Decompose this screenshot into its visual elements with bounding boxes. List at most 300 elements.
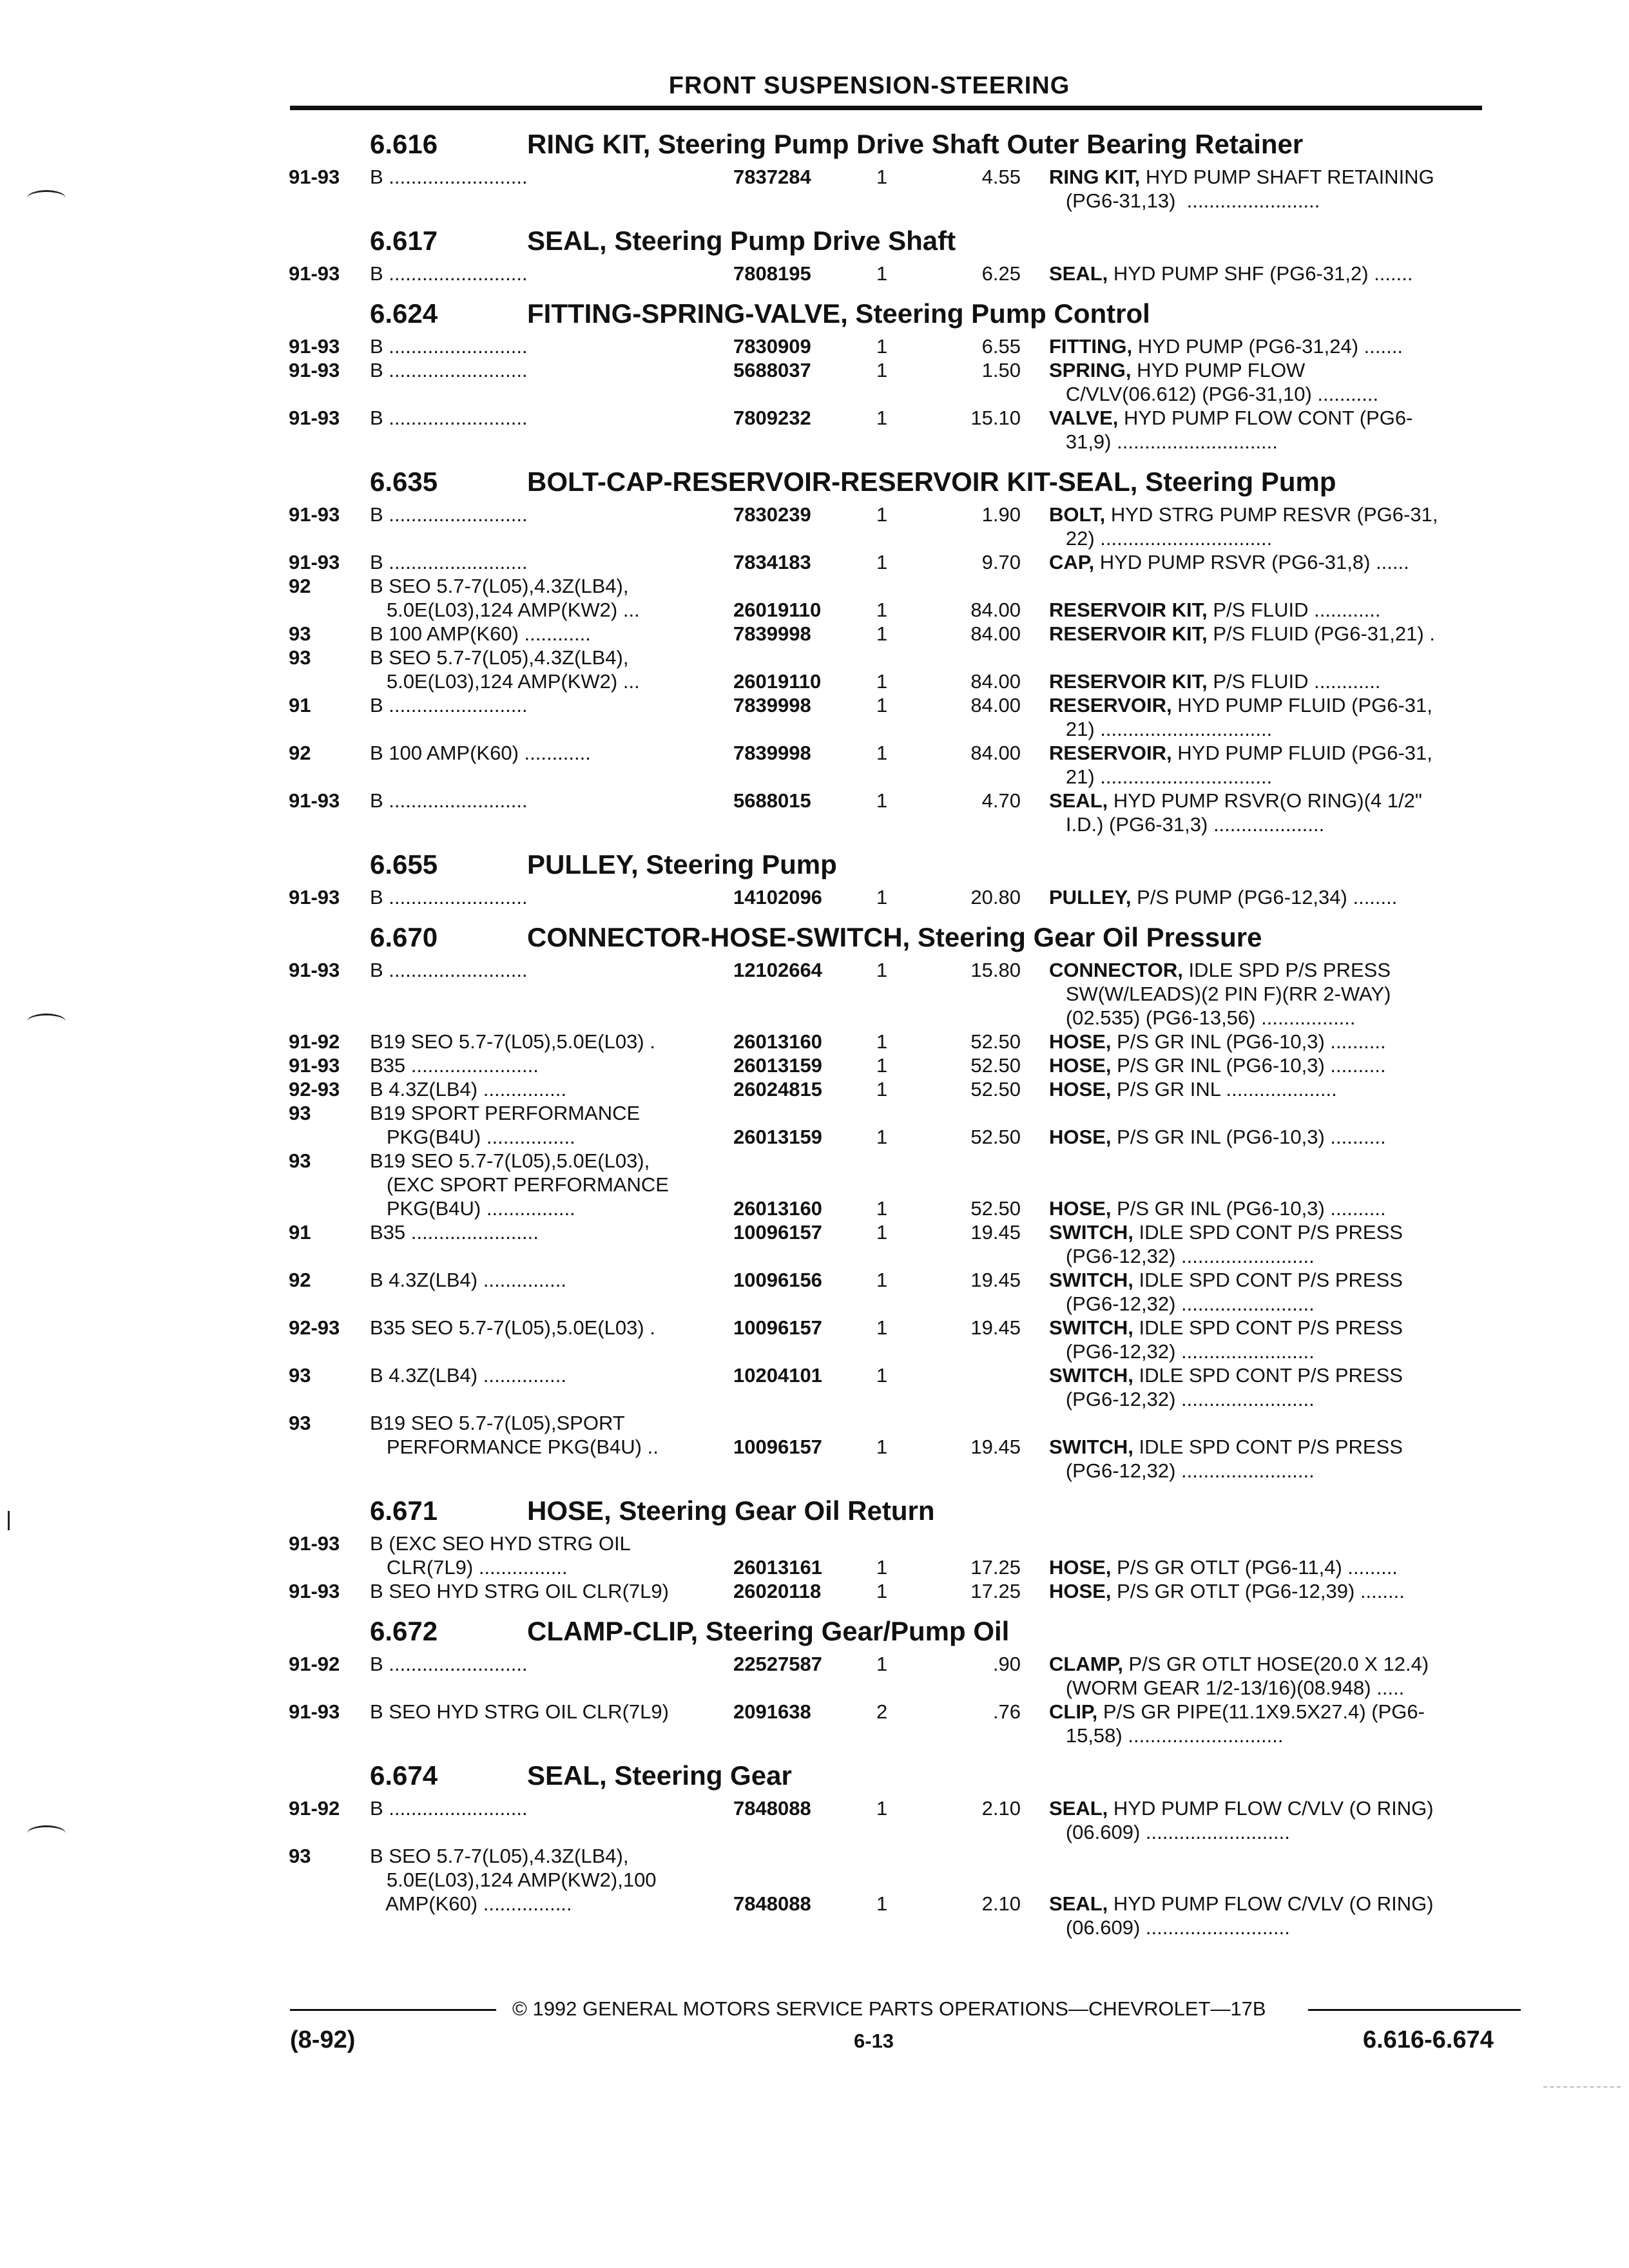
parts-row xyxy=(289,693,1526,717)
price: 19.45 xyxy=(970,1436,1021,1458)
parts-row xyxy=(289,430,1526,454)
part-description xyxy=(1049,1292,1315,1316)
model-year: 91-93 xyxy=(289,407,340,429)
part-number: 26013160 xyxy=(733,1197,822,1220)
model-application: B ......................... xyxy=(370,886,528,908)
model-application: B19 SEO 5.7-7(L05),5.0E(L03), xyxy=(370,1149,650,1172)
parts-row xyxy=(289,382,1526,406)
model-application: PKG(B4U) ................ xyxy=(370,1197,575,1220)
model-year: 91 xyxy=(289,1221,311,1244)
part-description xyxy=(1049,1579,1405,1603)
parts-row xyxy=(289,574,1526,598)
description-text: HYD PUMP FLOW CONT (PG6- xyxy=(1118,407,1413,429)
quantity: 1 xyxy=(876,1269,888,1291)
parts-row xyxy=(289,550,1526,574)
quantity: 2 xyxy=(876,1700,888,1723)
parts-row xyxy=(289,334,1526,358)
description-text: P/S GR INL (PG6-10,3) .......... xyxy=(1111,1197,1386,1220)
description-text: IDLE SPD P/S PRESS xyxy=(1182,959,1391,981)
section-number: 6.635 xyxy=(370,466,438,497)
section-title: HOSE, Steering Gear Oil Return xyxy=(527,1495,935,1526)
part-keyword: CAP, xyxy=(1049,551,1095,573)
parts-row xyxy=(289,1579,1526,1603)
model-application: B19 SEO 5.7-7(L05),SPORT xyxy=(370,1412,625,1434)
quantity: 1 xyxy=(876,335,888,358)
part-number: 26019110 xyxy=(733,599,822,621)
model-application: B ......................... xyxy=(370,1797,528,1820)
part-number: 26013159 xyxy=(733,1126,822,1148)
model-year: 91-93 xyxy=(289,1532,340,1555)
section-title: SEAL, Steering Pump Drive Shaft xyxy=(527,226,956,256)
model-year: 93 xyxy=(289,1412,311,1434)
parts-row xyxy=(289,1868,1526,1892)
part-keyword: CLIP, xyxy=(1049,1700,1098,1723)
part-keyword: HOSE, xyxy=(1049,1126,1112,1148)
quantity: 1 xyxy=(876,1030,888,1053)
parts-row xyxy=(289,789,1526,812)
part-description xyxy=(1049,1268,1403,1292)
description-text: C/VLV(06.612) (PG6-31,10) ........... xyxy=(1049,383,1379,405)
section-number: 6.624 xyxy=(370,298,438,329)
description-text: 21) ............................... xyxy=(1049,765,1273,788)
parts-row xyxy=(289,885,1526,909)
part-number: 12102664 xyxy=(733,959,822,981)
part-keyword: CONNECTOR, xyxy=(1049,959,1183,981)
model-application: AMP(K60) ................ xyxy=(370,1892,572,1915)
model-application: B ......................... xyxy=(370,551,528,573)
description-text: IDLE SPD CONT P/S PRESS xyxy=(1133,1436,1403,1458)
part-number: 10096157 xyxy=(733,1436,822,1458)
quantity: 1 xyxy=(876,1556,888,1579)
part-keyword: VALVE, xyxy=(1049,407,1119,429)
part-description xyxy=(1049,1363,1403,1387)
model-application: B (EXC SEO HYD STRG OIL xyxy=(370,1532,631,1555)
part-number: 7839998 xyxy=(733,742,811,764)
parts-row xyxy=(289,1173,1526,1196)
description-text: IDLE SPD CONT P/S PRESS xyxy=(1133,1269,1403,1291)
part-keyword: RESERVOIR KIT, xyxy=(1049,622,1208,645)
model-application: B 100 AMP(K60) ............ xyxy=(370,742,591,764)
description-text: HYD PUMP FLOW xyxy=(1131,359,1306,381)
parts-row xyxy=(289,598,1526,622)
parts-row xyxy=(289,1676,1526,1700)
part-keyword: SEAL, xyxy=(1049,262,1108,285)
parts-row xyxy=(289,1796,1526,1820)
model-year: 91-93 xyxy=(289,789,340,812)
description-text: HYD PUMP FLUID (PG6-31, xyxy=(1171,694,1432,716)
parts-row xyxy=(289,1125,1526,1149)
parts-row xyxy=(289,669,1526,693)
part-keyword: SWITCH, xyxy=(1049,1316,1133,1339)
section-heading xyxy=(289,1603,1526,1652)
footer-rule xyxy=(1308,2009,1521,2011)
price: 17.25 xyxy=(970,1580,1021,1602)
model-application: 5.0E(L03),124 AMP(KW2),100 xyxy=(370,1869,657,1891)
part-description xyxy=(1049,358,1305,382)
part-number: 2091638 xyxy=(733,1700,811,1723)
description-text: (06.609) .......................... xyxy=(1049,1916,1290,1939)
parts-row xyxy=(289,982,1526,1006)
part-keyword: RESERVOIR KIT, xyxy=(1049,599,1208,621)
part-number: 7808195 xyxy=(733,262,811,285)
quantity: 1 xyxy=(876,1126,888,1148)
model-application: B35 ....................... xyxy=(370,1054,539,1077)
part-description xyxy=(1049,1030,1386,1053)
part-description xyxy=(1049,812,1324,836)
model-year: 92 xyxy=(289,1269,311,1291)
model-year: 91-93 xyxy=(289,1054,340,1077)
part-description xyxy=(1049,406,1412,430)
description-text: P/S GR OTLT (PG6-12,39) ........ xyxy=(1111,1580,1405,1602)
part-description xyxy=(1049,717,1272,741)
part-description xyxy=(1049,669,1381,693)
part-description xyxy=(1049,1340,1315,1363)
parts-row xyxy=(289,1268,1526,1292)
part-description xyxy=(1049,1820,1290,1844)
part-keyword: SEAL, xyxy=(1049,789,1108,812)
part-number: 26013161 xyxy=(733,1556,822,1579)
model-application: CLR(7L9) ................ xyxy=(370,1556,568,1579)
model-year: 93 xyxy=(289,1845,311,1867)
footer-copyright: © 1992 GENERAL MOTORS SERVICE PARTS OPERATIONS—CHEVROLET—17B xyxy=(512,1997,1266,2020)
description-text: 21) ............................... xyxy=(1049,718,1273,740)
description-text: P/S GR OTLT (PG6-11,4) ......... xyxy=(1111,1556,1398,1579)
part-description xyxy=(1049,622,1435,646)
description-text: P/S GR INL (PG6-10,3) .......... xyxy=(1111,1126,1386,1148)
quantity: 1 xyxy=(876,599,888,621)
parts-row xyxy=(289,1892,1526,1916)
part-description xyxy=(1049,262,1412,285)
model-year: 91-93 xyxy=(289,166,340,188)
part-number: 7839998 xyxy=(733,622,811,645)
part-keyword: SWITCH, xyxy=(1049,1436,1133,1458)
part-description xyxy=(1049,1459,1315,1483)
part-keyword: RING KIT, xyxy=(1049,166,1141,188)
model-year: 91-93 xyxy=(289,959,340,981)
footer-page-number: 6-13 xyxy=(854,2030,894,2052)
model-year: 93 xyxy=(289,1149,311,1172)
parts-row xyxy=(289,1916,1526,1939)
model-application: B ......................... xyxy=(370,262,528,285)
section-number: 6.617 xyxy=(370,226,438,256)
parts-row xyxy=(289,717,1526,741)
model-application: B ......................... xyxy=(370,166,528,188)
part-description xyxy=(1049,789,1422,812)
quantity: 1 xyxy=(876,1221,888,1244)
section-heading xyxy=(289,285,1526,334)
parts-row xyxy=(289,1363,1526,1387)
quantity: 1 xyxy=(876,1054,888,1077)
parts-row xyxy=(289,1652,1526,1676)
description-text: P/S GR INL (PG6-10,3) .......... xyxy=(1111,1054,1386,1077)
quantity: 1 xyxy=(876,407,888,429)
quantity: 1 xyxy=(876,694,888,716)
parts-row xyxy=(289,1292,1526,1316)
part-description xyxy=(1049,1796,1434,1820)
quantity: 1 xyxy=(876,1580,888,1602)
description-text: (WORM GEAR 1/2-13/16)(08.948) ..... xyxy=(1049,1677,1405,1699)
part-description xyxy=(1049,1555,1398,1579)
model-application: B ......................... xyxy=(370,959,528,981)
parts-row xyxy=(289,1340,1526,1363)
description-text: (02.535) (PG6-13,56) ................. xyxy=(1049,1006,1356,1029)
parts-row xyxy=(289,622,1526,646)
part-description xyxy=(1049,982,1391,1006)
part-number: 7837284 xyxy=(733,166,811,188)
parts-row xyxy=(289,406,1526,430)
model-application: B ......................... xyxy=(370,1653,528,1675)
parts-row xyxy=(289,1844,1526,1868)
price: 52.50 xyxy=(970,1078,1021,1100)
parts-row xyxy=(289,1220,1526,1244)
section-heading xyxy=(289,213,1526,262)
parts-row xyxy=(289,1532,1526,1555)
price: 19.45 xyxy=(970,1316,1021,1339)
model-application: B 100 AMP(K60) ............ xyxy=(370,622,591,645)
description-text: P/S PUMP (PG6-12,34) ........ xyxy=(1131,886,1398,908)
part-description xyxy=(1049,693,1432,717)
part-number: 5688037 xyxy=(733,359,811,381)
part-keyword: HOSE, xyxy=(1049,1030,1112,1053)
part-number: 10096157 xyxy=(733,1221,822,1244)
part-description xyxy=(1049,1700,1425,1724)
price: 52.50 xyxy=(970,1126,1021,1148)
price: 2.10 xyxy=(981,1797,1021,1820)
part-keyword: RESERVOIR, xyxy=(1049,694,1172,716)
model-application: B 4.3Z(LB4) ............... xyxy=(370,1078,566,1100)
part-number: 7809232 xyxy=(733,407,811,429)
description-text: HYD PUMP SHAFT RETAINING xyxy=(1140,166,1434,188)
parts-row xyxy=(289,1700,1526,1724)
quantity: 1 xyxy=(876,503,888,526)
model-application: PKG(B4U) ................ xyxy=(370,1126,575,1148)
section-heading xyxy=(289,1483,1526,1532)
parts-row xyxy=(289,358,1526,382)
section-title: SEAL, Steering Gear xyxy=(527,1760,792,1791)
description-text: (PG6-12,32) ........................ xyxy=(1049,1340,1315,1363)
description-text: (PG6-12,32) ........................ xyxy=(1049,1459,1315,1482)
description-text: HYD PUMP FLUID (PG6-31, xyxy=(1171,742,1432,764)
price: 2.10 xyxy=(981,1892,1021,1915)
corner-dash xyxy=(1543,2086,1621,2088)
parts-row xyxy=(289,526,1526,550)
part-keyword: FITTING, xyxy=(1049,335,1133,358)
model-application: B SEO 5.7-7(L05),4.3Z(LB4), xyxy=(370,1845,629,1867)
model-application: B 4.3Z(LB4) ............... xyxy=(370,1269,566,1291)
part-number: 26019110 xyxy=(733,670,822,693)
model-application: B ......................... xyxy=(370,503,528,526)
price: 19.45 xyxy=(970,1221,1021,1244)
model-application: B35 ....................... xyxy=(370,1221,539,1244)
model-application: B 4.3Z(LB4) ............... xyxy=(370,1364,566,1387)
part-description xyxy=(1049,1435,1403,1459)
part-number: 7848088 xyxy=(733,1797,811,1820)
part-description xyxy=(1049,1220,1403,1244)
parts-row xyxy=(289,1030,1526,1053)
model-year: 91-93 xyxy=(289,886,340,908)
price: 15.80 xyxy=(970,959,1021,981)
price: 4.55 xyxy=(981,166,1021,188)
section-heading xyxy=(289,454,1526,503)
quantity: 1 xyxy=(876,262,888,285)
model-year: 92 xyxy=(289,575,311,597)
part-number: 26024815 xyxy=(733,1078,822,1100)
section-number: 6.655 xyxy=(370,849,438,879)
price: 6.25 xyxy=(981,262,1021,285)
model-year: 93 xyxy=(289,622,311,645)
part-description xyxy=(1049,1125,1386,1149)
section-number: 6.674 xyxy=(370,1760,438,1791)
part-number: 26013159 xyxy=(733,1054,822,1077)
model-year: 91-93 xyxy=(289,335,340,358)
margin-mark xyxy=(27,190,66,206)
description-text: (PG6-31,13) ........................ xyxy=(1049,189,1320,212)
part-number: 7830909 xyxy=(733,335,811,358)
part-keyword: BOLT, xyxy=(1049,503,1106,526)
description-text: P/S GR PIPE(11.1X9.5X27.4) (PG6- xyxy=(1097,1700,1425,1723)
description-text: HYD PUMP RSVR(O RING)(4 1/2" xyxy=(1108,789,1422,812)
part-keyword: SEAL, xyxy=(1049,1797,1108,1820)
part-number: 10096157 xyxy=(733,1316,822,1339)
part-number: 10204101 xyxy=(733,1364,822,1387)
quantity: 1 xyxy=(876,1436,888,1458)
description-text: P/S GR OTLT HOSE(20.0 X 12.4) xyxy=(1123,1653,1429,1675)
model-application: B ......................... xyxy=(370,359,528,381)
section-title: CONNECTOR-HOSE-SWITCH, Steering Gear Oil Pressure xyxy=(527,922,1262,952)
model-year: 91-92 xyxy=(289,1030,340,1053)
parts-row xyxy=(289,1820,1526,1844)
model-year: 91-93 xyxy=(289,359,340,381)
part-description xyxy=(1049,382,1378,406)
quantity: 1 xyxy=(876,742,888,764)
part-description xyxy=(1049,503,1438,526)
price: 20.80 xyxy=(970,886,1021,908)
part-description xyxy=(1049,1724,1284,1747)
part-number: 26013160 xyxy=(733,1030,822,1053)
model-application: B SEO HYD STRG OIL CLR(7L9) xyxy=(370,1700,669,1723)
section-number: 6.670 xyxy=(370,922,438,952)
parts-row xyxy=(289,1411,1526,1435)
parts-row xyxy=(289,1101,1526,1125)
description-text: IDLE SPD CONT P/S PRESS xyxy=(1133,1316,1403,1339)
part-description xyxy=(1049,189,1320,213)
part-keyword: RESERVOIR, xyxy=(1049,742,1172,764)
parts-list xyxy=(289,116,1526,1939)
price: 6.55 xyxy=(981,335,1021,358)
part-description xyxy=(1049,334,1403,358)
price: .76 xyxy=(992,1700,1021,1723)
model-year: 93 xyxy=(289,1102,311,1124)
margin-mark xyxy=(8,1511,10,1530)
model-application: B ......................... xyxy=(370,407,528,429)
part-keyword: HOSE, xyxy=(1049,1054,1112,1077)
description-text: I.D.) (PG6-31,3) .................... xyxy=(1049,813,1325,836)
part-keyword: HOSE, xyxy=(1049,1197,1112,1220)
model-year: 91-93 xyxy=(289,503,340,526)
part-number: 14102096 xyxy=(733,886,822,908)
description-text: IDLE SPD CONT P/S PRESS xyxy=(1133,1364,1403,1387)
price: 4.70 xyxy=(981,789,1021,812)
part-keyword: SPRING, xyxy=(1049,359,1132,381)
model-year: 91-93 xyxy=(289,1580,340,1602)
model-application: (EXC SPORT PERFORMANCE xyxy=(370,1173,669,1196)
part-number: 5688015 xyxy=(733,789,811,812)
parts-row xyxy=(289,1077,1526,1101)
quantity: 1 xyxy=(876,622,888,645)
description-text: SW(W/LEADS)(2 PIN F)(RR 2-WAY) xyxy=(1049,983,1391,1005)
part-description xyxy=(1049,1387,1315,1411)
part-keyword: SWITCH, xyxy=(1049,1269,1133,1291)
part-description xyxy=(1049,165,1434,189)
part-number: 26020118 xyxy=(733,1580,822,1602)
description-text: (PG6-12,32) ........................ xyxy=(1049,1388,1315,1410)
price: 19.45 xyxy=(970,1269,1021,1291)
part-number: 10096156 xyxy=(733,1269,822,1291)
part-keyword: HOSE, xyxy=(1049,1556,1112,1579)
model-application: B35 SEO 5.7-7(L05),5.0E(L03) . xyxy=(370,1316,655,1339)
parts-row xyxy=(289,1387,1526,1411)
section-title: PULLEY, Steering Pump xyxy=(527,849,837,879)
price: 9.70 xyxy=(981,551,1021,573)
section-heading xyxy=(289,836,1526,885)
model-application: B SEO HYD STRG OIL CLR(7L9) xyxy=(370,1580,669,1602)
part-description xyxy=(1049,741,1432,765)
quantity: 1 xyxy=(876,1316,888,1339)
section-title: FITTING-SPRING-VALVE, Steering Pump Control xyxy=(527,298,1150,329)
parts-row xyxy=(289,1316,1526,1340)
part-number: 7848088 xyxy=(733,1892,811,1915)
margin-mark xyxy=(27,1014,66,1030)
part-description xyxy=(1049,885,1397,909)
description-text: 22) ............................... xyxy=(1049,527,1273,550)
parts-row xyxy=(289,1006,1526,1030)
quantity: 1 xyxy=(876,959,888,981)
description-text: IDLE SPD CONT P/S PRESS xyxy=(1133,1221,1403,1244)
model-application: PERFORMANCE PKG(B4U) .. xyxy=(370,1436,659,1458)
description-text: P/S GR INL .................... xyxy=(1111,1078,1337,1100)
model-year: 93 xyxy=(289,646,311,669)
quantity: 1 xyxy=(876,789,888,812)
part-number: 7839998 xyxy=(733,694,811,716)
price: 52.50 xyxy=(970,1197,1021,1220)
model-application: B ......................... xyxy=(370,789,528,812)
quantity: 1 xyxy=(876,1892,888,1915)
part-number: 7830239 xyxy=(733,503,811,526)
part-description xyxy=(1049,1077,1337,1101)
price: 15.10 xyxy=(970,407,1021,429)
part-keyword: HOSE, xyxy=(1049,1580,1112,1602)
part-description xyxy=(1049,430,1278,454)
footer-section-range: 6.616-6.674 xyxy=(1363,2026,1494,2053)
price: 52.50 xyxy=(970,1030,1021,1053)
parts-row xyxy=(289,189,1526,213)
description-text: P/S FLUID ............ xyxy=(1207,670,1381,693)
model-application: B SEO 5.7-7(L05),4.3Z(LB4), xyxy=(370,646,629,669)
model-year: 91-93 xyxy=(289,551,340,573)
model-year: 91-93 xyxy=(289,1700,340,1723)
part-number: 7834183 xyxy=(733,551,811,573)
parts-row xyxy=(289,1724,1526,1747)
price: 1.90 xyxy=(981,503,1021,526)
parts-row xyxy=(289,646,1526,669)
description-text: HYD PUMP (PG6-31,24) ....... xyxy=(1132,335,1403,358)
part-description xyxy=(1049,526,1272,550)
part-description xyxy=(1049,1676,1404,1700)
quantity: 1 xyxy=(876,670,888,693)
description-text: P/S FLUID ............ xyxy=(1207,599,1381,621)
section-title: BOLT-CAP-RESERVOIR-RESERVOIR KIT-SEAL, Steering Pump xyxy=(527,466,1336,497)
description-text: HYD PUMP SHF (PG6-31,2) ....... xyxy=(1108,262,1413,285)
